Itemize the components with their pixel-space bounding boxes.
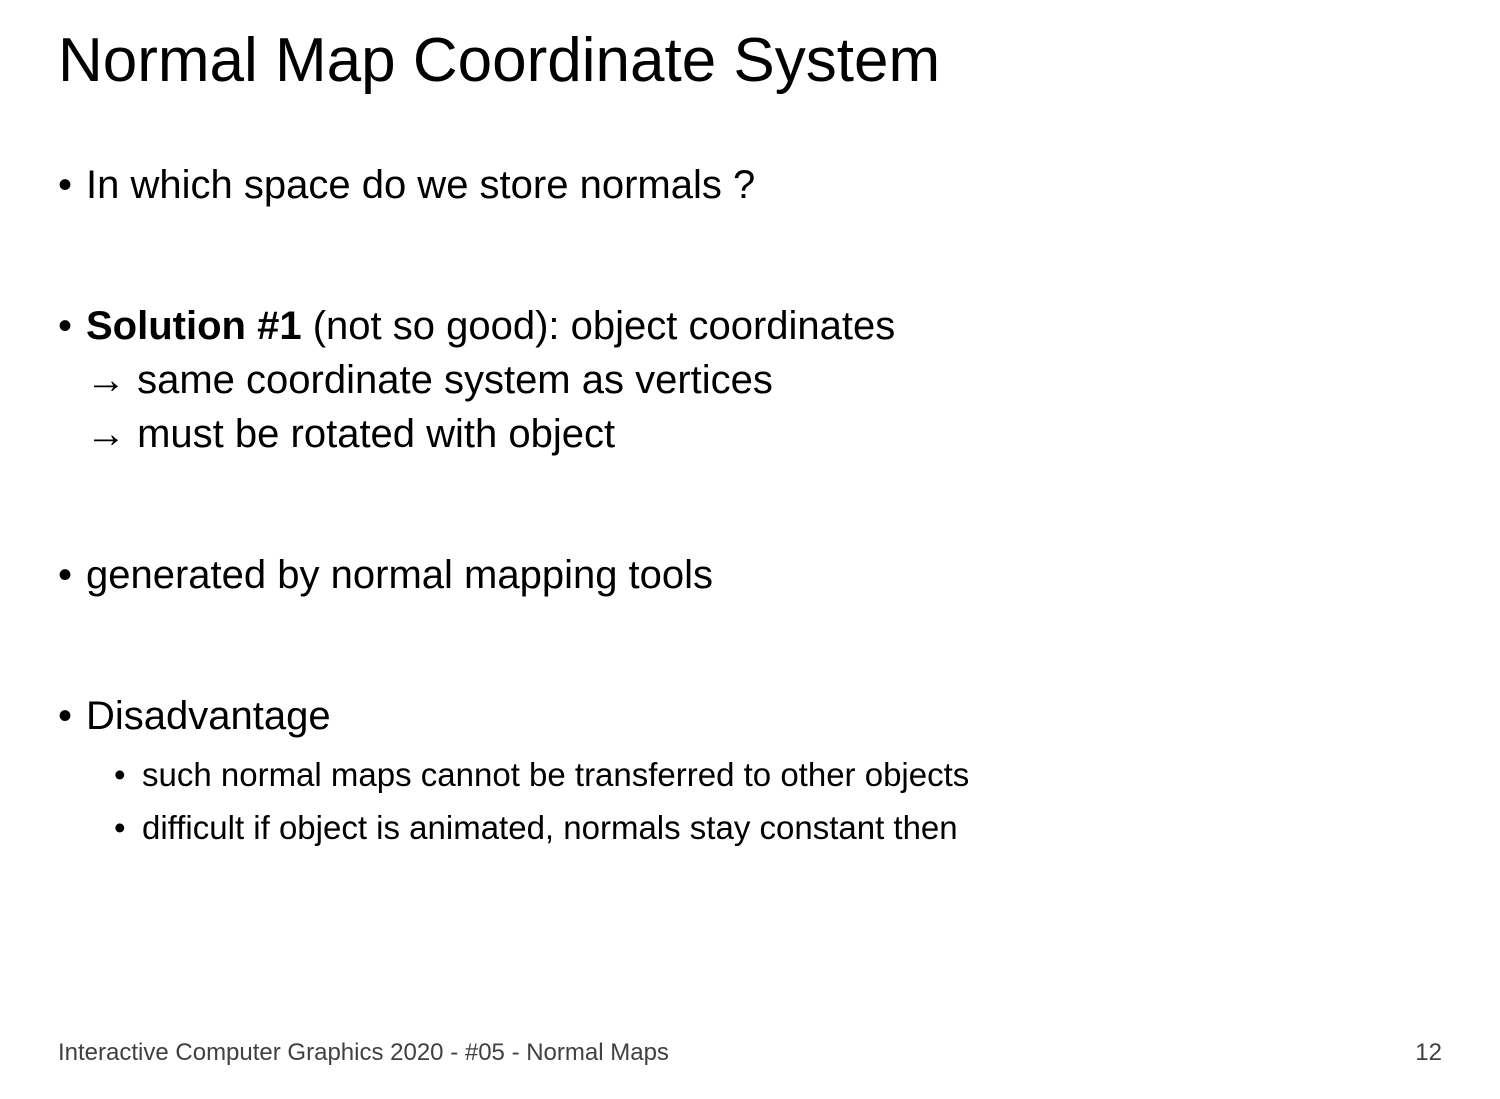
sub-bullet-text: difficult if object is animated, normals stay constant then: [142, 809, 958, 846]
bullet-marker: •: [58, 553, 73, 597]
bullet-marker: •: [58, 694, 73, 738]
bullet-text: In which space do we store normals ?: [86, 163, 756, 207]
arrow-line: → same coordinate system as vertices: [86, 358, 773, 402]
sub-bullet-marker: •: [114, 756, 126, 793]
bullet-item: [58, 548, 713, 602]
sub-bullet-item: [114, 803, 958, 853]
bullet-text: (not so good): object coordinates: [301, 304, 896, 348]
bullet-item: [58, 689, 331, 743]
sub-bullet-item: [114, 750, 969, 800]
bullet-bold-prefix: Solution #1: [86, 304, 302, 348]
slide-title: Normal Map Coordinate System: [58, 26, 941, 95]
bullet-marker: •: [58, 304, 73, 348]
bullet-marker: •: [58, 163, 73, 207]
sub-bullet-marker: •: [114, 809, 126, 846]
arrow-line: → must be rotated with object: [86, 412, 616, 456]
sub-bullet-text: such normal maps cannot be transferred to other objects: [142, 756, 970, 793]
bullet-item: [58, 158, 755, 212]
bullet-text: generated by normal mapping tools: [86, 553, 714, 597]
page-number: 12: [1415, 1039, 1442, 1066]
bullet-item: [58, 299, 895, 353]
bullet-text: Disadvantage: [86, 694, 331, 738]
footer-text: Interactive Computer Graphics 2020 - #05 - Normal Maps: [58, 1039, 669, 1066]
